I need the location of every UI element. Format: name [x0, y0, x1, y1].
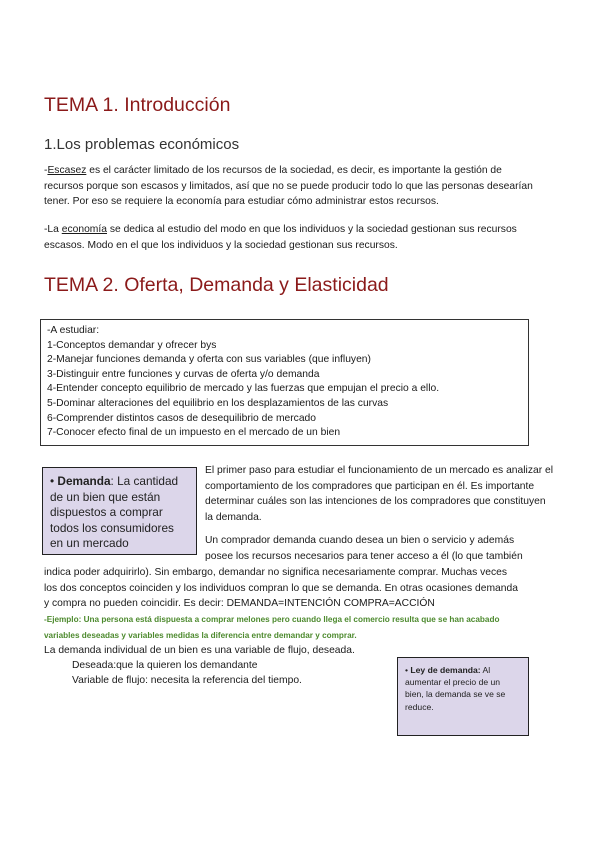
demanda-term: Demanda	[57, 474, 111, 488]
p2-text: se dedica al estudio del modo en que los individuos y la sociedad gestionan sus recursos escasos. Modo en el que los individuos y la sociedad gestionan sus recursos.	[44, 224, 517, 251]
para2-line: los dos conceptos coinciden y los individuos compran lo que se demanda. En otras ocasiones demanda	[44, 583, 518, 594]
ley-demanda-callout	[397, 657, 529, 736]
example-line: variables deseadas y variables medidas la diferencia entre demandar y comprar.	[44, 631, 357, 640]
study-item: 3-Distinguir entre funciones y curvas de oferta y/o demanda	[47, 368, 320, 380]
tema1-title: TEMA 1. Introducción	[44, 94, 231, 116]
p2-prefix: -La	[44, 224, 62, 235]
study-item: -A estudiar:	[47, 325, 100, 336]
final-line: Deseada:que la quieren los demandante	[72, 660, 258, 671]
section-subtitle: 1.Los problemas económicos	[44, 136, 240, 153]
ley-bullet: •	[405, 665, 411, 675]
p1-text: es el carácter limitado de los recursos de la sociedad, es decir, es importante la gestión de recursos porque son escasos y limitados, así que no se puede producir todo lo que las personas desearían tener. Por eso se requiere la economía para estudiar cómo administrar estos recursos.	[44, 165, 533, 207]
para2-line: indica poder adquirirlo). Sin embargo, demandar no significa necesariamente comprar. Muchas veces	[44, 567, 508, 578]
ley-term: Ley de demanda:	[410, 665, 481, 675]
para2-line: posee los recursos necesarios para tener acceso a él (lo que también	[205, 551, 523, 562]
study-item: 2-Manejar funciones demanda y oferta con sus variables (que influyen)	[47, 354, 371, 366]
example-line: -Ejemplo: Una persona está dispuesta a comprar melones pero cuando llega el comercio resulta que se han acabado	[44, 615, 500, 624]
study-item: 4-Entender concepto equilibrio de mercado y las fuerzas que empujan el precio a ello.	[47, 383, 440, 395]
paragraph-escasez	[44, 163, 540, 210]
study-item: 7-Conocer efecto final de un impuesto en el mercado de un bien	[47, 427, 341, 439]
demanda-callout	[42, 467, 197, 555]
study-objectives-box	[40, 319, 529, 446]
term-economia: economía	[61, 224, 107, 235]
study-item: 1-Conceptos demandar y ofrecer bys	[47, 339, 217, 351]
paragraph-economia	[44, 222, 540, 253]
final-line: Variable de flujo: necesita la referencia del tiempo.	[72, 675, 302, 686]
study-item: 5-Dominar alteraciones del equilibrio en los desplazamientos de las curvas	[47, 397, 389, 409]
study-item: 6-Comprender distintos casos de desequilibrio de mercado	[47, 412, 317, 424]
demanda-bullet: •	[50, 474, 58, 488]
para2-line: y compra no pueden coincidir. Es decir: DEMANDA=INTENCIÓN COMPRA=ACCIÓN	[44, 598, 435, 609]
para2-line: Un comprador demanda cuando desea un bien o servicio y además	[205, 535, 515, 546]
term-escasez: Escasez	[47, 165, 87, 176]
ley-definition: Al aumentar el precio de un bien, la demanda se ve se reduce.	[405, 665, 506, 712]
final-line: La demanda individual de un bien es una variable de flujo, deseada.	[44, 645, 355, 656]
paragraph-primer-paso: El primer paso para estudiar el funcionamiento de un mercado es analizar el comportamiento de los compradores que participan en él. Es importante determinar cuáles son las intenciones de los compradores que constituyen la demanda.	[205, 465, 553, 523]
tema2-title: TEMA 2. Oferta, Demanda y Elasticidad	[44, 274, 389, 296]
p1-prefix: -	[44, 165, 48, 176]
demanda-definition: : La cantidad de un bien que están dispuestos a comprar todos los consumidores en un mercado	[50, 474, 179, 551]
